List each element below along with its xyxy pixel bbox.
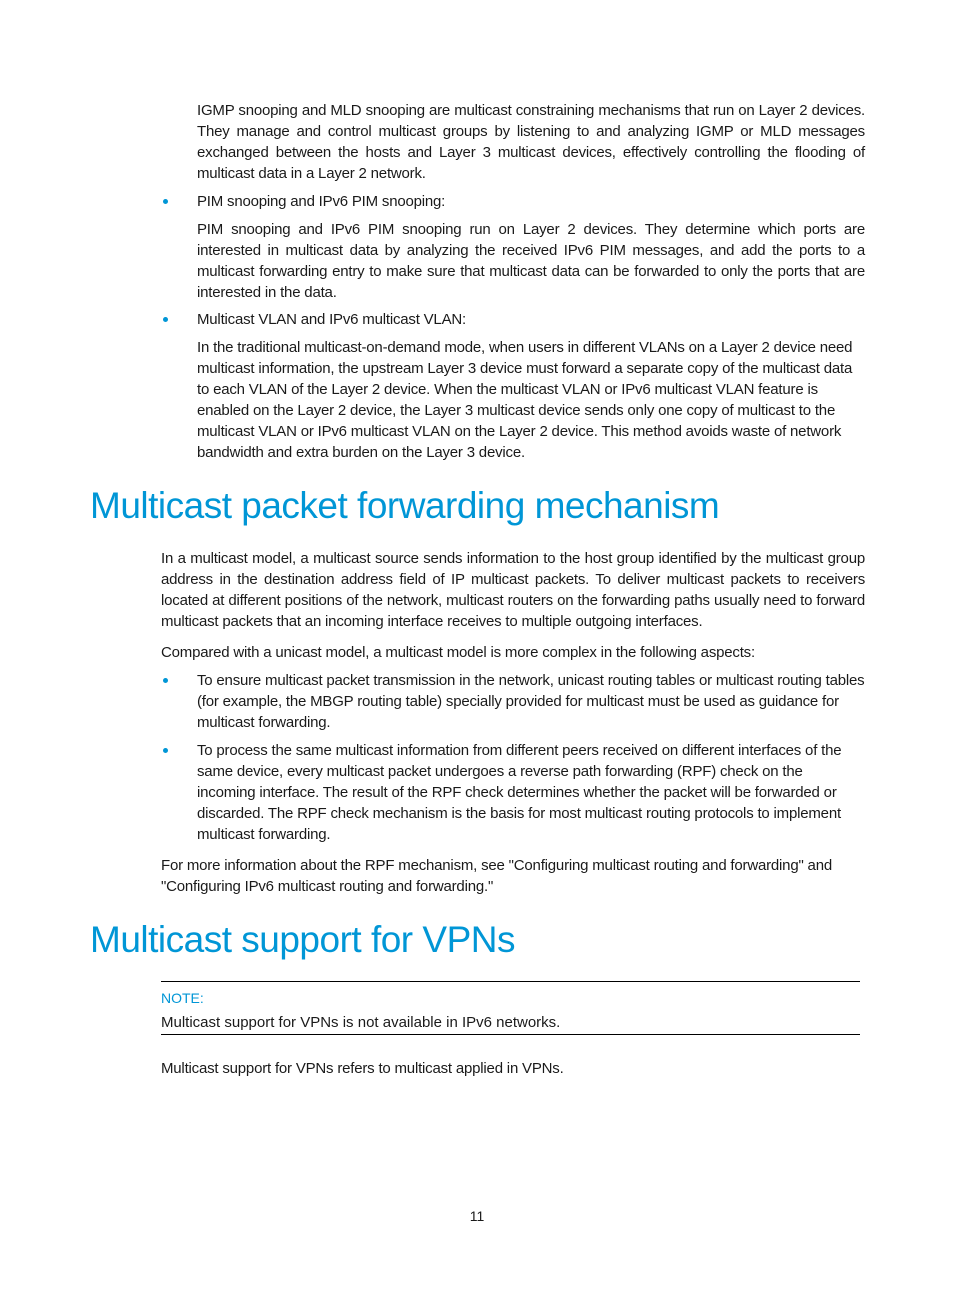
forwarding-intro-paragraph: In a multicast model, a multicast source sends information to the host group identified by the multicast group address in the destination address field of IP multicast packets. To deliver multicast packets to receivers located at different positions of the network, multicast routers on the forwarding paths usually need to forward multicast packets that an incoming interface receives to multiple outgoing interfaces. <box>161 550 865 630</box>
bullet-title: Multicast VLAN and IPv6 multicast VLAN: <box>197 311 466 328</box>
bullet-icon <box>163 748 168 753</box>
bullet-title: PIM snooping and IPv6 PIM snooping: <box>197 193 446 210</box>
rpf-more-info-paragraph: For more information about the RPF mechanism, see "Configuring multicast routing and forwarding" and "Configuring IPv6 multicast routing and forwarding." <box>161 857 832 895</box>
note-top-divider <box>161 981 860 982</box>
bullet-text: To ensure multicast packet transmission in the network, unicast routing tables or multicast routing tables (for example, the MBGP routing table) specially provided for multicast must be used as guidance for multicast forwarding. <box>197 672 865 731</box>
bullet-text: To process the same multicast information from different peers received on different interfaces of the same device, every multicast packet undergoes a reverse path forwarding (RPF) check on the incoming interface. The result of the RPF check determines whether the packet will be forwarded or discarded. The RPF check mechanism is the basis for most multicast routing protocols to implement multicast forwarding. <box>197 742 842 843</box>
note-box <box>161 981 860 1035</box>
bullet-icon <box>163 678 168 683</box>
note-text: Multicast support for VPNs is not available in IPv6 networks. <box>161 1014 561 1031</box>
pim-snooping-paragraph: PIM snooping and IPv6 PIM snooping run on Layer 2 devices. They determine which ports are interested in multicast data by analyzing the received IPv6 PIM messages, and add the ports to a multicast forwarding entry to make sure that multicast data can be forwarded to only the ports that are interested in the data. <box>197 221 865 301</box>
bullet-icon <box>163 199 168 204</box>
page-number: 11 <box>469 1208 485 1224</box>
vpn-body-paragraph: Multicast support for VPNs refers to multicast applied in VPNs. <box>161 1060 564 1077</box>
forwarding-compare-paragraph: Compared with a unicast model, a multicast model is more complex in the following aspects: <box>161 644 755 661</box>
section-heading-forwarding: Multicast packet forwarding mechanism <box>90 485 720 526</box>
multicast-vlan-paragraph: In the traditional multicast-on-demand mode, when users in different VLANs on a Layer 2 device need multicast information, the upstream Layer 3 device must forward a separate copy of the multicast data to each VLAN of the Layer 2 device. When the multicast VLAN or IPv6 multicast VLAN feature is enabled on the Layer 2 device, the Layer 3 multicast device sends only one copy of multicast to the multicast VLAN or IPv6 multicast VLAN on the Layer 2 device. This method avoids waste of network bandwidth and extra burden on the Layer 3 device. <box>197 339 853 461</box>
note-bottom-divider <box>161 1034 860 1035</box>
bullet-icon <box>163 317 168 322</box>
section-heading-vpn: Multicast support for VPNs <box>90 919 515 960</box>
note-label: NOTE: <box>161 990 204 1006</box>
igmp-snooping-paragraph: IGMP snooping and MLD snooping are multicast constraining mechanisms that run on Layer 2 devices. They manage and control multicast groups by listening to and analyzing IGMP or MLD messages exchanged between the hosts and Layer 3 multicast devices, effectively controlling the flooding of multicast data in a Layer 2 network. <box>197 102 865 182</box>
